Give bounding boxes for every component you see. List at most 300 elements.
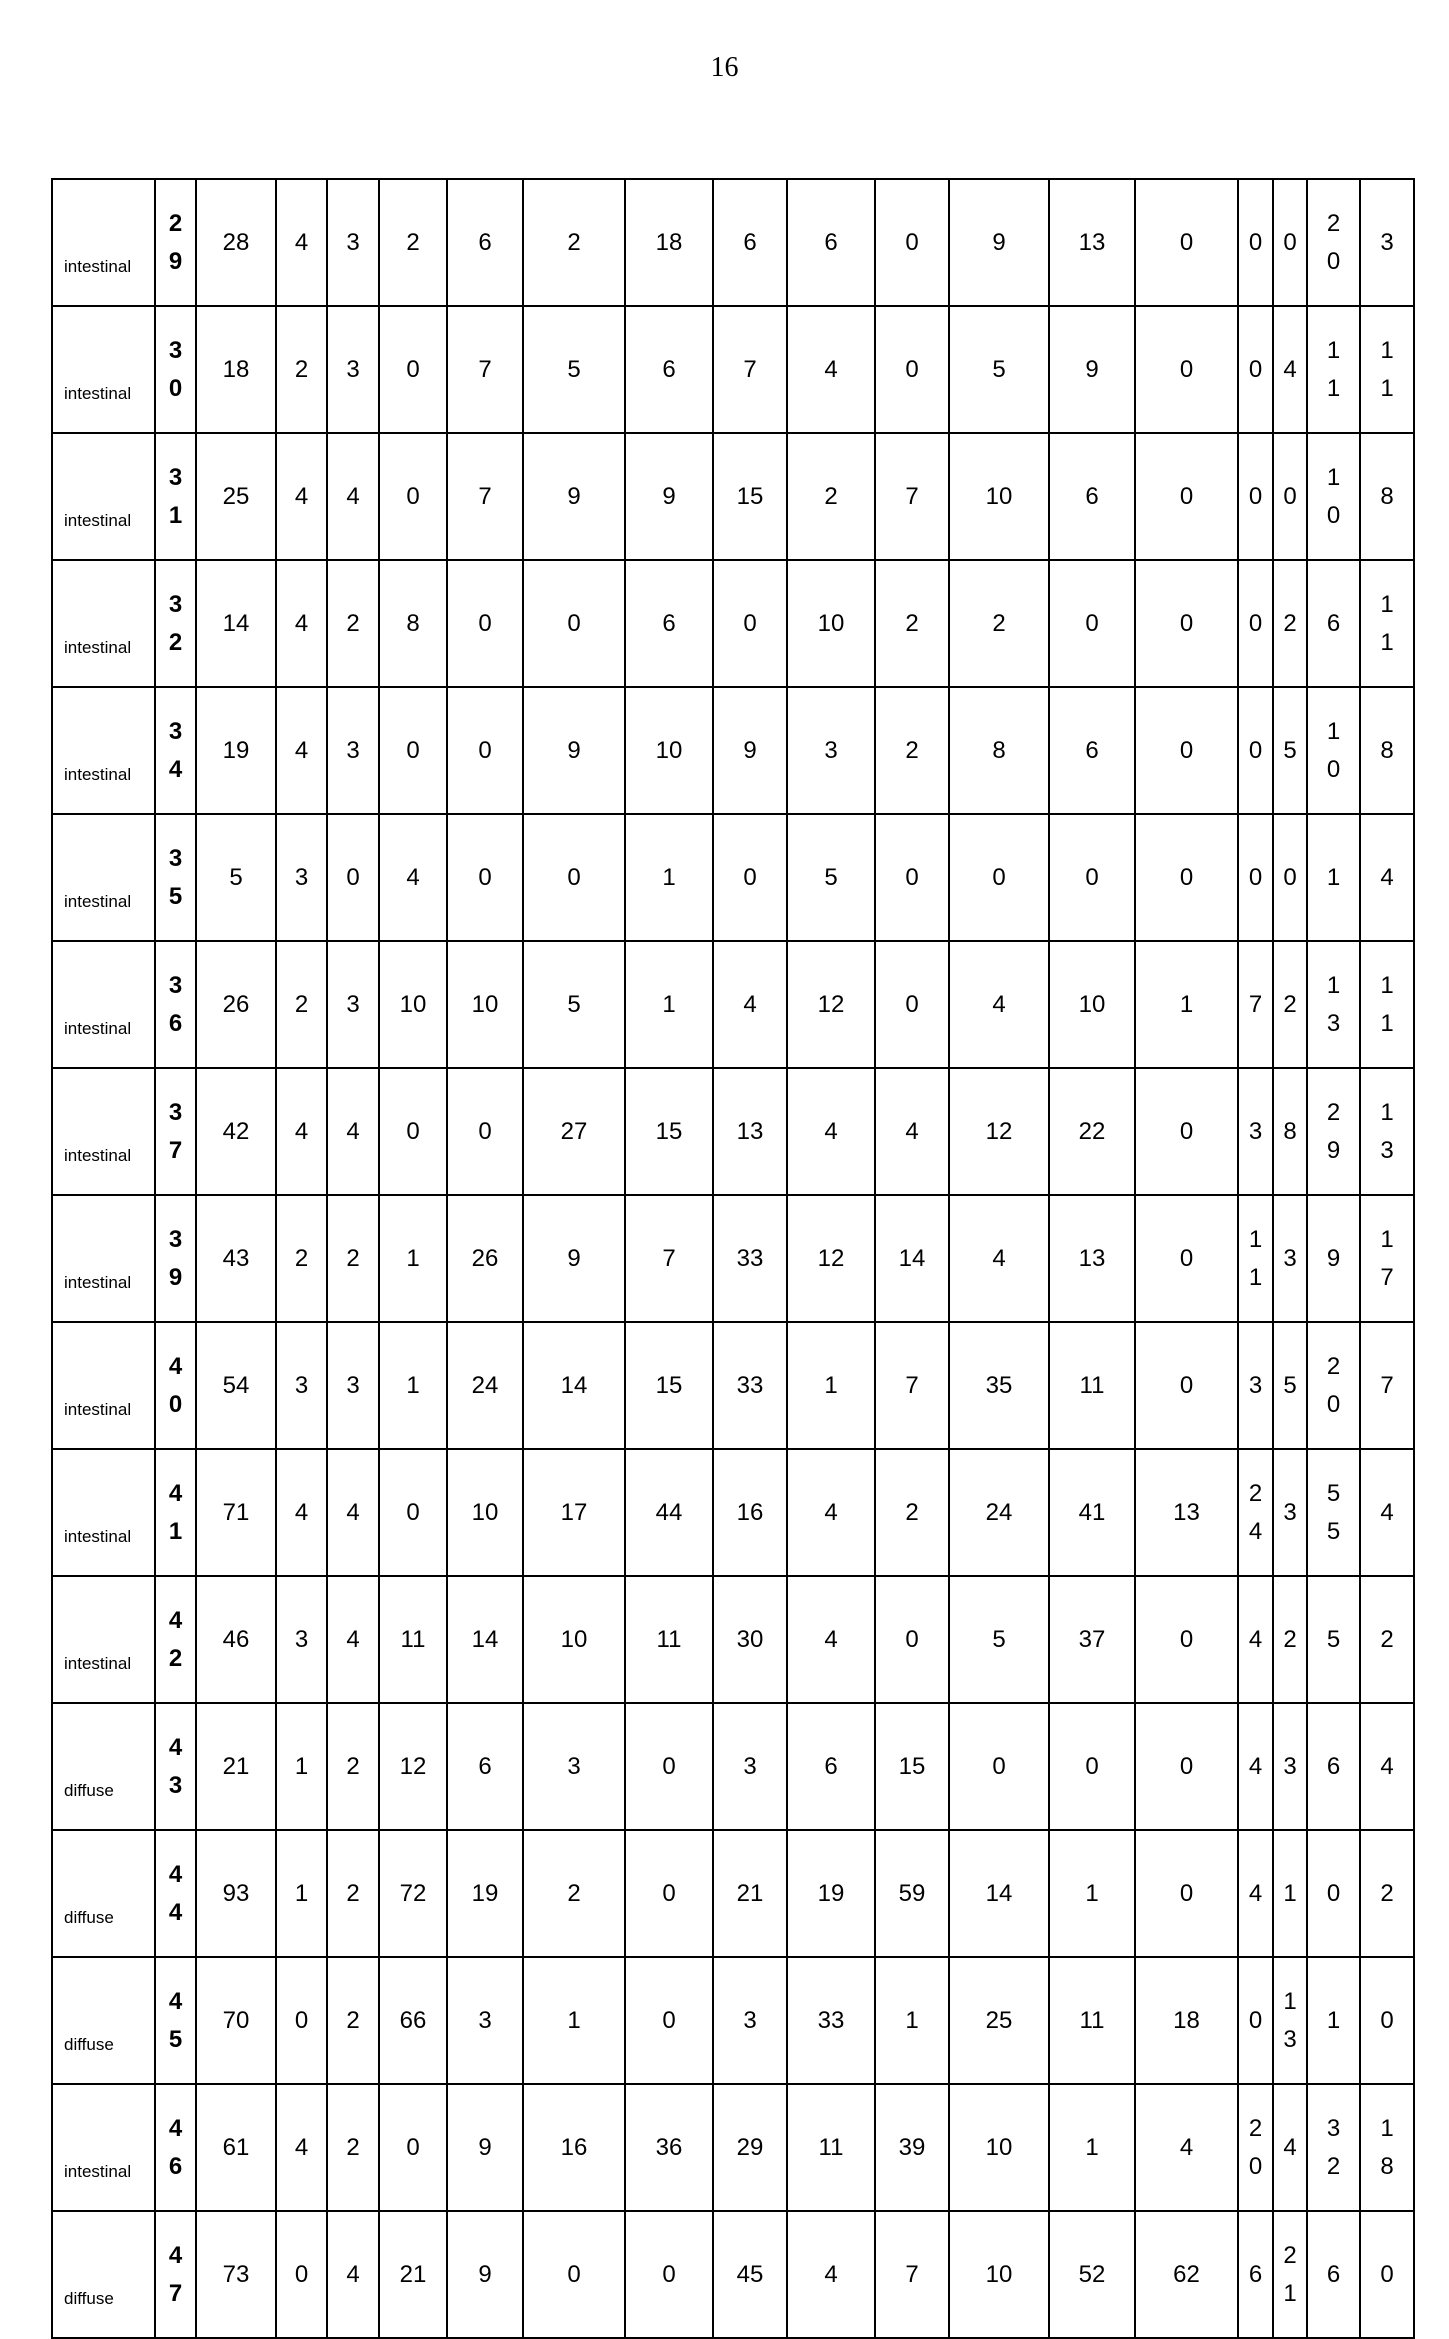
value-cell: 24 bbox=[949, 1449, 1049, 1576]
value-cell: 0 bbox=[1360, 2211, 1414, 2338]
value-cell: 0 bbox=[875, 306, 949, 433]
value-cell: 3 bbox=[1238, 1322, 1273, 1449]
value-cell: 6 bbox=[787, 1703, 875, 1830]
value-cell: 10 bbox=[1049, 941, 1135, 1068]
value-cell: 4 bbox=[276, 1068, 327, 1195]
value-cell: 4 bbox=[787, 306, 875, 433]
value-cell: 1 1 bbox=[1307, 306, 1360, 433]
value-cell: 5 5 bbox=[1307, 1449, 1360, 1576]
tumor-type-cell: diffuse bbox=[52, 1957, 155, 2084]
value-cell: 3 bbox=[1273, 1703, 1307, 1830]
value-cell: 4 bbox=[276, 433, 327, 560]
value-cell: 7 bbox=[625, 1195, 713, 1322]
value-cell: 0 bbox=[1049, 560, 1135, 687]
value-cell: 2 bbox=[276, 1195, 327, 1322]
value-cell: 2 bbox=[276, 306, 327, 433]
value-cell: 0 bbox=[625, 1830, 713, 1957]
value-cell: 1 bbox=[1273, 1830, 1307, 1957]
value-cell: 45 bbox=[713, 2211, 787, 2338]
value-cell: 8 bbox=[1360, 433, 1414, 560]
case-id-cell: 3 5 bbox=[155, 814, 196, 941]
value-cell: 0 bbox=[713, 814, 787, 941]
value-cell: 6 bbox=[1049, 687, 1135, 814]
value-cell: 9 bbox=[523, 1195, 625, 1322]
value-cell: 3 bbox=[1238, 1068, 1273, 1195]
value-cell: 1 bbox=[1049, 1830, 1135, 1957]
value-cell: 15 bbox=[875, 1703, 949, 1830]
value-cell: 2 bbox=[327, 1703, 379, 1830]
value-cell: 10 bbox=[787, 560, 875, 687]
value-cell: 18 bbox=[625, 179, 713, 306]
value-cell: 6 bbox=[1238, 2211, 1273, 2338]
value-cell: 4 bbox=[1273, 306, 1307, 433]
value-cell: 27 bbox=[523, 1068, 625, 1195]
value-cell: 3 bbox=[276, 814, 327, 941]
value-cell: 2 bbox=[875, 687, 949, 814]
value-cell: 13 bbox=[1135, 1449, 1238, 1576]
value-cell: 3 bbox=[787, 687, 875, 814]
value-cell: 1 8 bbox=[1360, 2084, 1414, 2211]
value-cell: 0 bbox=[379, 1068, 447, 1195]
value-cell: 12 bbox=[379, 1703, 447, 1830]
value-cell: 5 bbox=[1273, 687, 1307, 814]
value-cell: 1 0 bbox=[1307, 687, 1360, 814]
value-cell: 2 0 bbox=[1238, 2084, 1273, 2211]
value-cell: 10 bbox=[447, 941, 523, 1068]
case-id-cell: 4 0 bbox=[155, 1322, 196, 1449]
case-id-cell: 2 9 bbox=[155, 179, 196, 306]
tumor-type-cell: intestinal bbox=[52, 814, 155, 941]
value-cell: 0 bbox=[523, 814, 625, 941]
value-cell: 0 bbox=[1135, 1703, 1238, 1830]
value-cell: 0 bbox=[379, 1449, 447, 1576]
table-row bbox=[52, 2084, 1414, 2211]
table-row bbox=[52, 2211, 1414, 2338]
value-cell: 3 bbox=[713, 1957, 787, 2084]
value-cell: 6 bbox=[787, 179, 875, 306]
value-cell: 0 bbox=[523, 2211, 625, 2338]
table-row bbox=[52, 179, 1414, 306]
value-cell: 5 bbox=[787, 814, 875, 941]
value-cell: 1 bbox=[379, 1322, 447, 1449]
table-row bbox=[52, 1576, 1414, 1703]
table-row bbox=[52, 814, 1414, 941]
case-id-cell: 4 6 bbox=[155, 2084, 196, 2211]
value-cell: 25 bbox=[949, 1957, 1049, 2084]
value-cell: 59 bbox=[875, 1830, 949, 1957]
value-cell: 0 bbox=[625, 1957, 713, 2084]
value-cell: 7 bbox=[1238, 941, 1273, 1068]
value-cell: 10 bbox=[523, 1576, 625, 1703]
value-cell: 7 bbox=[447, 433, 523, 560]
case-id-cell: 4 3 bbox=[155, 1703, 196, 1830]
value-cell: 1 0 bbox=[1307, 433, 1360, 560]
tumor-type-cell: intestinal bbox=[52, 941, 155, 1068]
value-cell: 2 0 bbox=[1307, 179, 1360, 306]
value-cell: 3 bbox=[327, 941, 379, 1068]
value-cell: 19 bbox=[196, 687, 276, 814]
value-cell: 0 bbox=[1238, 433, 1273, 560]
value-cell: 0 bbox=[949, 814, 1049, 941]
value-cell: 9 bbox=[625, 433, 713, 560]
value-cell: 9 bbox=[447, 2211, 523, 2338]
value-cell: 11 bbox=[625, 1576, 713, 1703]
value-cell: 37 bbox=[1049, 1576, 1135, 1703]
value-cell: 33 bbox=[713, 1322, 787, 1449]
value-cell: 16 bbox=[523, 2084, 625, 2211]
value-cell: 0 bbox=[1135, 1576, 1238, 1703]
value-cell: 3 bbox=[276, 1576, 327, 1703]
value-cell: 6 bbox=[1307, 2211, 1360, 2338]
value-cell: 0 bbox=[625, 2211, 713, 2338]
tumor-type-cell: intestinal bbox=[52, 687, 155, 814]
value-cell: 62 bbox=[1135, 2211, 1238, 2338]
value-cell: 4 bbox=[276, 687, 327, 814]
value-cell: 33 bbox=[713, 1195, 787, 1322]
value-cell: 2 bbox=[327, 1195, 379, 1322]
value-cell: 12 bbox=[787, 941, 875, 1068]
value-cell: 0 bbox=[1135, 1195, 1238, 1322]
value-cell: 6 bbox=[625, 306, 713, 433]
value-cell: 10 bbox=[625, 687, 713, 814]
value-cell: 7 bbox=[713, 306, 787, 433]
value-cell: 3 bbox=[327, 306, 379, 433]
value-cell: 2 bbox=[1360, 1830, 1414, 1957]
value-cell: 4 bbox=[1273, 2084, 1307, 2211]
value-cell: 2 0 bbox=[1307, 1322, 1360, 1449]
value-cell: 10 bbox=[949, 2084, 1049, 2211]
value-cell: 15 bbox=[713, 433, 787, 560]
value-cell: 2 bbox=[875, 1449, 949, 1576]
value-cell: 28 bbox=[196, 179, 276, 306]
value-cell: 73 bbox=[196, 2211, 276, 2338]
value-cell: 2 bbox=[379, 179, 447, 306]
value-cell: 1 bbox=[379, 1195, 447, 1322]
value-cell: 24 bbox=[447, 1322, 523, 1449]
table-row bbox=[52, 1322, 1414, 1449]
value-cell: 0 bbox=[1135, 1322, 1238, 1449]
value-cell: 0 bbox=[1135, 1830, 1238, 1957]
value-cell: 1 bbox=[276, 1703, 327, 1830]
value-cell: 4 bbox=[327, 2211, 379, 2338]
value-cell: 4 bbox=[787, 1449, 875, 1576]
value-cell: 2 bbox=[949, 560, 1049, 687]
value-cell: 6 bbox=[1307, 560, 1360, 687]
value-cell: 36 bbox=[625, 2084, 713, 2211]
value-cell: 6 bbox=[447, 1703, 523, 1830]
value-cell: 9 bbox=[1307, 1195, 1360, 1322]
value-cell: 71 bbox=[196, 1449, 276, 1576]
tumor-type-cell: intestinal bbox=[52, 1322, 155, 1449]
value-cell: 10 bbox=[447, 1449, 523, 1576]
value-cell: 6 bbox=[1049, 433, 1135, 560]
value-cell: 13 bbox=[1049, 179, 1135, 306]
value-cell: 4 bbox=[327, 1449, 379, 1576]
value-cell: 6 bbox=[447, 179, 523, 306]
value-cell: 1 bbox=[1307, 814, 1360, 941]
table-row bbox=[52, 560, 1414, 687]
tumor-type-cell: intestinal bbox=[52, 1195, 155, 1322]
value-cell: 6 bbox=[713, 179, 787, 306]
value-cell: 93 bbox=[196, 1830, 276, 1957]
value-cell: 4 bbox=[949, 1195, 1049, 1322]
value-cell: 2 bbox=[523, 179, 625, 306]
value-cell: 2 bbox=[327, 1957, 379, 2084]
value-cell: 0 bbox=[1273, 433, 1307, 560]
value-cell: 39 bbox=[875, 2084, 949, 2211]
value-cell: 6 bbox=[625, 560, 713, 687]
value-cell: 4 bbox=[379, 814, 447, 941]
value-cell: 1 1 bbox=[1360, 560, 1414, 687]
value-cell: 4 bbox=[1238, 1703, 1273, 1830]
value-cell: 0 bbox=[625, 1703, 713, 1830]
value-cell: 3 bbox=[1360, 179, 1414, 306]
value-cell: 21 bbox=[196, 1703, 276, 1830]
value-cell: 4 bbox=[1135, 2084, 1238, 2211]
value-cell: 12 bbox=[787, 1195, 875, 1322]
value-cell: 2 bbox=[1273, 941, 1307, 1068]
table-row bbox=[52, 1449, 1414, 1576]
value-cell: 4 bbox=[276, 1449, 327, 1576]
tumor-type-cell: intestinal bbox=[52, 1449, 155, 1576]
value-cell: 3 bbox=[327, 687, 379, 814]
value-cell: 14 bbox=[523, 1322, 625, 1449]
table-row bbox=[52, 687, 1414, 814]
value-cell: 1 3 bbox=[1307, 941, 1360, 1068]
value-cell: 0 bbox=[379, 687, 447, 814]
table-row bbox=[52, 1830, 1414, 1957]
value-cell: 1 bbox=[1049, 2084, 1135, 2211]
value-cell: 14 bbox=[949, 1830, 1049, 1957]
value-cell: 2 bbox=[276, 941, 327, 1068]
value-cell: 7 bbox=[875, 433, 949, 560]
value-cell: 1 3 bbox=[1360, 1068, 1414, 1195]
value-cell: 2 bbox=[875, 560, 949, 687]
value-cell: 18 bbox=[196, 306, 276, 433]
value-cell: 29 bbox=[713, 2084, 787, 2211]
value-cell: 4 bbox=[1238, 1576, 1273, 1703]
value-cell: 1 bbox=[625, 814, 713, 941]
tumor-type-cell: diffuse bbox=[52, 1703, 155, 1830]
value-cell: 1 bbox=[1135, 941, 1238, 1068]
value-cell: 8 bbox=[1273, 1068, 1307, 1195]
value-cell: 52 bbox=[1049, 2211, 1135, 2338]
value-cell: 1 1 bbox=[1360, 306, 1414, 433]
value-cell: 15 bbox=[625, 1068, 713, 1195]
table-row bbox=[52, 1195, 1414, 1322]
value-cell: 5 bbox=[1273, 1322, 1307, 1449]
value-cell: 0 bbox=[1360, 1957, 1414, 2084]
value-cell: 4 bbox=[276, 2084, 327, 2211]
case-id-cell: 4 1 bbox=[155, 1449, 196, 1576]
case-id-cell: 3 4 bbox=[155, 687, 196, 814]
value-cell: 1 1 bbox=[1238, 1195, 1273, 1322]
value-cell: 4 bbox=[787, 1576, 875, 1703]
tumor-type-cell: intestinal bbox=[52, 2084, 155, 2211]
value-cell: 14 bbox=[447, 1576, 523, 1703]
value-cell: 9 bbox=[713, 687, 787, 814]
value-cell: 3 bbox=[523, 1703, 625, 1830]
value-cell: 30 bbox=[713, 1576, 787, 1703]
value-cell: 4 bbox=[875, 1068, 949, 1195]
value-cell: 0 bbox=[1307, 1830, 1360, 1957]
value-cell: 2 bbox=[1360, 1576, 1414, 1703]
case-id-cell: 3 9 bbox=[155, 1195, 196, 1322]
value-cell: 0 bbox=[1273, 814, 1307, 941]
value-cell: 3 bbox=[1273, 1195, 1307, 1322]
value-cell: 1 bbox=[523, 1957, 625, 2084]
value-cell: 22 bbox=[1049, 1068, 1135, 1195]
case-id-cell: 3 2 bbox=[155, 560, 196, 687]
value-cell: 54 bbox=[196, 1322, 276, 1449]
value-cell: 0 bbox=[523, 560, 625, 687]
value-cell: 13 bbox=[1049, 1195, 1135, 1322]
case-id-cell: 3 0 bbox=[155, 306, 196, 433]
value-cell: 11 bbox=[1049, 1957, 1135, 2084]
value-cell: 11 bbox=[1049, 1322, 1135, 1449]
tumor-type-cell: intestinal bbox=[52, 179, 155, 306]
value-cell: 0 bbox=[1238, 814, 1273, 941]
value-cell: 3 bbox=[327, 179, 379, 306]
value-cell: 2 bbox=[787, 433, 875, 560]
table-row bbox=[52, 1703, 1414, 1830]
value-cell: 8 bbox=[1360, 687, 1414, 814]
tumor-type-cell: intestinal bbox=[52, 1576, 155, 1703]
value-cell: 3 bbox=[447, 1957, 523, 2084]
value-cell: 41 bbox=[1049, 1449, 1135, 1576]
value-cell: 0 bbox=[447, 560, 523, 687]
value-cell: 0 bbox=[1135, 687, 1238, 814]
value-cell: 9 bbox=[447, 2084, 523, 2211]
value-cell: 4 bbox=[1238, 1830, 1273, 1957]
case-id-cell: 4 5 bbox=[155, 1957, 196, 2084]
value-cell: 9 bbox=[523, 433, 625, 560]
value-cell: 2 1 bbox=[1273, 2211, 1307, 2338]
value-cell: 4 bbox=[1360, 1703, 1414, 1830]
value-cell: 1 7 bbox=[1360, 1195, 1414, 1322]
table-body bbox=[52, 179, 1414, 2338]
value-cell: 3 bbox=[713, 1703, 787, 1830]
value-cell: 4 bbox=[787, 2211, 875, 2338]
value-cell: 0 bbox=[379, 2084, 447, 2211]
value-cell: 0 bbox=[447, 687, 523, 814]
value-cell: 4 bbox=[327, 433, 379, 560]
value-cell: 42 bbox=[196, 1068, 276, 1195]
value-cell: 4 bbox=[787, 1068, 875, 1195]
tumor-type-cell: diffuse bbox=[52, 1830, 155, 1957]
value-cell: 66 bbox=[379, 1957, 447, 2084]
value-cell: 9 bbox=[523, 687, 625, 814]
value-cell: 25 bbox=[196, 433, 276, 560]
value-cell: 3 bbox=[276, 1322, 327, 1449]
value-cell: 8 bbox=[379, 560, 447, 687]
tumor-type-cell: intestinal bbox=[52, 1068, 155, 1195]
value-cell: 0 bbox=[1049, 1703, 1135, 1830]
value-cell: 3 bbox=[1273, 1449, 1307, 1576]
value-cell: 11 bbox=[787, 2084, 875, 2211]
value-cell: 4 bbox=[949, 941, 1049, 1068]
value-cell: 0 bbox=[1135, 814, 1238, 941]
value-cell: 26 bbox=[447, 1195, 523, 1322]
tumor-type-cell: intestinal bbox=[52, 560, 155, 687]
value-cell: 0 bbox=[379, 306, 447, 433]
value-cell: 0 bbox=[447, 814, 523, 941]
value-cell: 4 bbox=[327, 1068, 379, 1195]
value-cell: 11 bbox=[379, 1576, 447, 1703]
value-cell: 17 bbox=[523, 1449, 625, 1576]
value-cell: 0 bbox=[1238, 179, 1273, 306]
value-cell: 33 bbox=[787, 1957, 875, 2084]
value-cell: 7 bbox=[447, 306, 523, 433]
value-cell: 10 bbox=[379, 941, 447, 1068]
value-cell: 0 bbox=[1238, 560, 1273, 687]
value-cell: 15 bbox=[625, 1322, 713, 1449]
value-cell: 8 bbox=[949, 687, 1049, 814]
value-cell: 4 bbox=[1360, 1449, 1414, 1576]
value-cell: 0 bbox=[875, 1576, 949, 1703]
value-cell: 7 bbox=[875, 1322, 949, 1449]
value-cell: 2 9 bbox=[1307, 1068, 1360, 1195]
tumor-type-cell: intestinal bbox=[52, 306, 155, 433]
value-cell: 19 bbox=[787, 1830, 875, 1957]
case-id-cell: 4 7 bbox=[155, 2211, 196, 2338]
value-cell: 2 bbox=[327, 1830, 379, 1957]
value-cell: 0 bbox=[276, 2211, 327, 2338]
value-cell: 10 bbox=[949, 2211, 1049, 2338]
value-cell: 0 bbox=[1135, 1068, 1238, 1195]
value-cell: 12 bbox=[949, 1068, 1049, 1195]
value-cell: 0 bbox=[875, 814, 949, 941]
value-cell: 18 bbox=[1135, 1957, 1238, 2084]
value-cell: 19 bbox=[447, 1830, 523, 1957]
case-id-cell: 3 6 bbox=[155, 941, 196, 1068]
data-table bbox=[51, 178, 1415, 2339]
value-cell: 14 bbox=[196, 560, 276, 687]
value-cell: 70 bbox=[196, 1957, 276, 2084]
page-number: 16 bbox=[710, 52, 739, 83]
value-cell: 4 bbox=[713, 941, 787, 1068]
value-cell: 13 bbox=[713, 1068, 787, 1195]
value-cell: 0 bbox=[713, 560, 787, 687]
value-cell: 21 bbox=[713, 1830, 787, 1957]
value-cell: 2 4 bbox=[1238, 1449, 1273, 1576]
value-cell: 0 bbox=[1135, 306, 1238, 433]
value-cell: 43 bbox=[196, 1195, 276, 1322]
table-row bbox=[52, 433, 1414, 560]
value-cell: 1 bbox=[625, 941, 713, 1068]
value-cell: 0 bbox=[1238, 687, 1273, 814]
value-cell: 0 bbox=[1049, 814, 1135, 941]
case-id-cell: 3 1 bbox=[155, 433, 196, 560]
value-cell: 5 bbox=[1307, 1576, 1360, 1703]
value-cell: 5 bbox=[949, 1576, 1049, 1703]
value-cell: 0 bbox=[1135, 433, 1238, 560]
value-cell: 2 bbox=[1273, 560, 1307, 687]
value-cell: 0 bbox=[1135, 179, 1238, 306]
value-cell: 4 bbox=[276, 560, 327, 687]
value-cell: 1 1 bbox=[1360, 941, 1414, 1068]
value-cell: 7 bbox=[875, 2211, 949, 2338]
value-cell: 1 bbox=[787, 1322, 875, 1449]
value-cell: 5 bbox=[523, 941, 625, 1068]
value-cell: 0 bbox=[1273, 179, 1307, 306]
value-cell: 1 bbox=[276, 1830, 327, 1957]
value-cell: 0 bbox=[276, 1957, 327, 2084]
value-cell: 44 bbox=[625, 1449, 713, 1576]
value-cell: 9 bbox=[1049, 306, 1135, 433]
value-cell: 0 bbox=[327, 814, 379, 941]
value-cell: 5 bbox=[196, 814, 276, 941]
